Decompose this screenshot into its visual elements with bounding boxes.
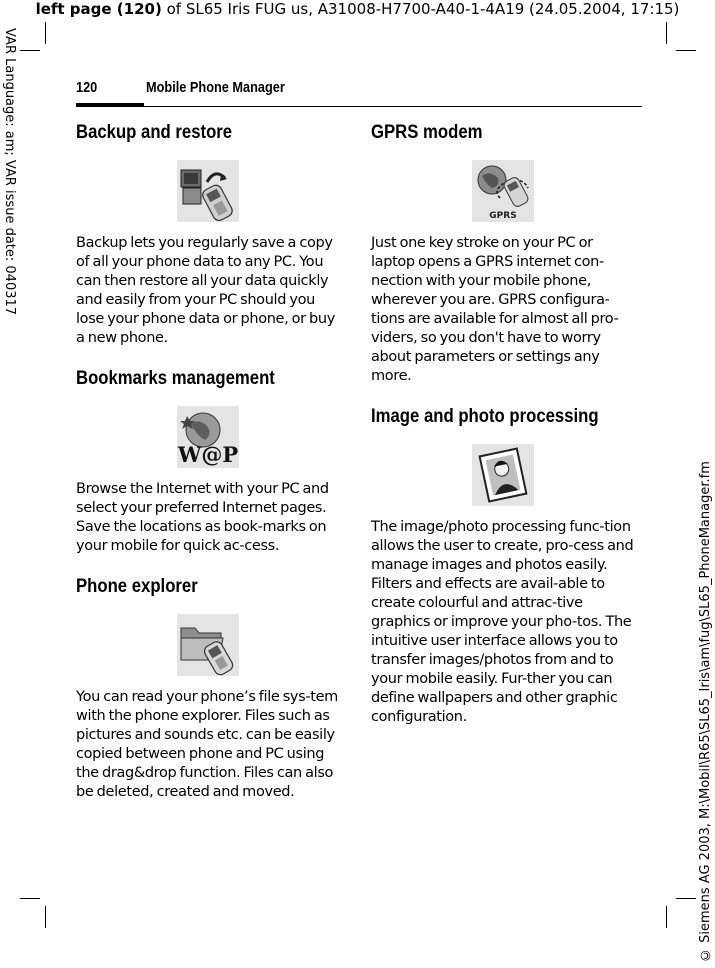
crop-mark: [45, 22, 46, 44]
section-title-bookmarks: Bookmarks management: [76, 368, 275, 389]
crop-mark: [676, 50, 696, 51]
side-info-right: © Siemens AG 2003, M:\Mobil\R65\SL65_Iris\am\fug\SL65_PhoneManager.fm: [698, 461, 713, 962]
crop-mark: [20, 50, 40, 51]
section-title-explorer: Phone explorer: [76, 576, 198, 597]
crop-mark: [20, 898, 40, 899]
folder-phone-icon: [177, 614, 239, 676]
section-text-image: The image/photo processing func-tion allows the user to create, pro-cess and manage images and photos easily. Filters and effects are avail-able to create colourful and attrac-tive graphics or improve your pho-tos. The intuitive user interface allows you to transfer images/photos from and to your mobile easily. Fur-ther you can define wallpapers and other graphic configuration.: [371, 519, 634, 725]
section-text-gprs: Just one key stroke on your PC or laptop opens a GPRS internet con-nection with your mobile phone, wherever you are. GPRS configura-tions are available for almost all pro-viders, so you don't have to worry about parameters or settings any more.: [371, 235, 619, 384]
page-title: Mobile Phone Manager: [146, 79, 285, 96]
photo-frame-icon: [472, 444, 534, 506]
side-info-left: VAR Language: am; VAR issue date: 040317: [2, 28, 17, 316]
crop-mark: [676, 898, 696, 899]
print-info-bold: left page (120): [35, 0, 162, 18]
crop-mark: [666, 22, 667, 44]
section-text-explorer: You can read your phone’s file sys-tem with the phone explorer. Files such as pictures and sounds etc. can be easily copied between phone and PC using the drag&drop function. Files can also be deleted, created and moved.: [76, 689, 338, 800]
gprs-globe-phone-icon: [472, 160, 534, 222]
print-info-rest: of SL65 Iris FUG us, A31008-H7700-A40-1-4A19 (24.05.2004, 17:15): [161, 0, 680, 18]
print-info-line: [0, 0, 715, 18]
page-number-bar: [76, 103, 144, 107]
right-column: [371, 118, 637, 737]
wap-globe-icon: [177, 406, 239, 468]
crop-mark: [45, 906, 46, 928]
left-column: [76, 118, 342, 812]
section-title-image: Image and photo processing: [371, 406, 599, 427]
pc-phone-backup-icon: [177, 160, 239, 222]
page-number: 120: [76, 79, 98, 96]
svg-text:GPRS: GPRS: [489, 211, 517, 221]
section-title-gprs: GPRS modem: [371, 122, 483, 143]
svg-text:W@P: W@P: [177, 442, 239, 467]
section-text-bookmarks: Browse the Internet with your PC and select your preferred Internet pages. Save the locations as book-marks on your mobile for quick ac-cess.: [76, 481, 329, 554]
crop-mark: [666, 906, 667, 928]
section-title-backup: Backup and restore: [76, 122, 233, 143]
section-text-backup: Backup lets you regularly save a copy of all your phone data to any PC. You can then restore all your data quickly and easily from your PC should you lose your phone data or phone, or buy a new phone.: [76, 235, 335, 346]
